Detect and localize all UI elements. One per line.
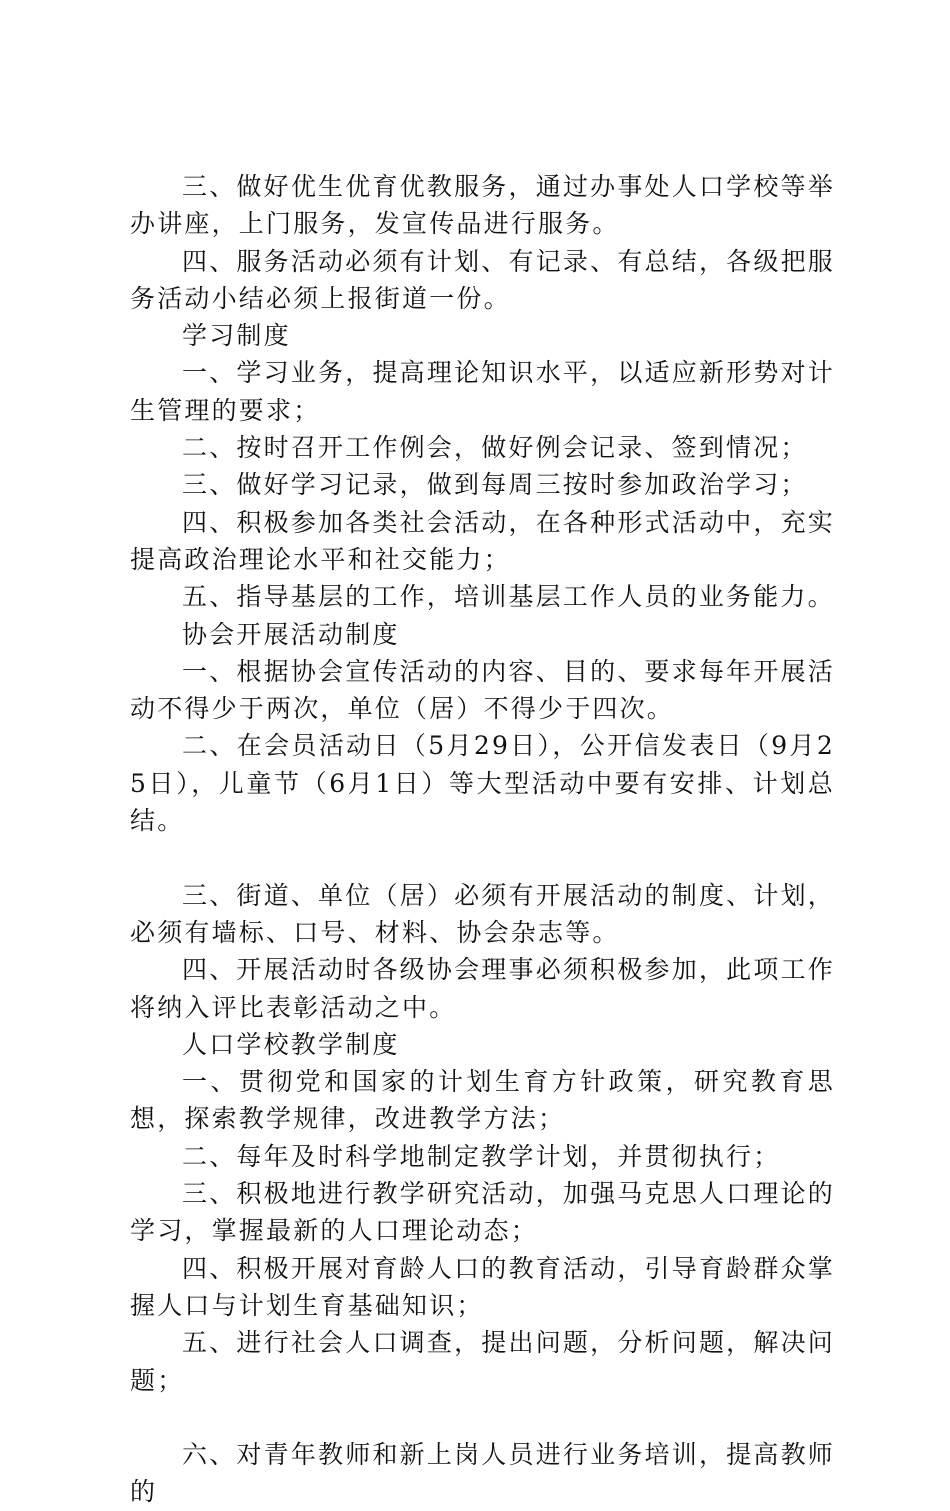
blank-line: [130, 1399, 835, 1436]
paragraph-service-4: 四、服务活动必须有计划、有记录、有总结，各级把服务活动小结必须上报街道一份。: [130, 246, 835, 313]
paragraph-study-4: 四、积极参加各类社会活动，在各种形式活动中，充实提高政治理论水平和社交能力；: [130, 507, 835, 574]
paragraph-school-1: 一、贯彻党和国家的计划生育方针政策，研究教育思想，探索教学规律，改进教学方法；: [130, 1067, 835, 1134]
paragraph-association-4: 四、开展活动时各级协会理事必须积极参加，此项工作将纳入评比表彰活动之中。: [130, 955, 835, 1022]
paragraph-association-3: 三、街道、单位（居）必须有开展活动的制度、计划，必须有墙标、口号、材料、协会杂志等。: [130, 880, 835, 947]
paragraph-school-6: 六、对青年教师和新上岗人员进行业务培训，提高教师的: [130, 1440, 835, 1507]
paragraph-association-1: 一、根据协会宣传活动的内容、目的、要求每年开展活动不得少于两次，单位（居）不得少于四次。: [130, 656, 835, 724]
paragraph-study-2: 二、按时召开工作例会，做好例会记录、签到情况；: [182, 433, 808, 463]
section-heading-school: 人口学校教学制度: [182, 1029, 400, 1059]
paragraph-school-4: 四、积极开展对育龄人口的教育活动，引导育龄群众掌握人口与计划生育基础知识；: [130, 1253, 835, 1320]
blank-line: [130, 839, 835, 876]
paragraph-study-1: 一、学习业务，提高理论知识水平，以适应新形势对计生管理的要求；: [130, 358, 835, 425]
paragraph-school-2: 二、每年及时科学地制定教学计划，并贯彻执行；: [182, 1141, 781, 1171]
paragraph-study-3: 三、做好学习记录，做到每周三按时参加政治学习；: [182, 470, 808, 500]
paragraph-school-5: 五、进行社会人口调查，提出问题，分析问题，解决问题；: [130, 1328, 835, 1395]
document-body: [130, 168, 835, 1511]
paragraph-study-5: 五、指导基层的工作，培训基层工作人员的业务能力。: [182, 582, 835, 612]
section-heading-study: 学习制度: [182, 321, 291, 351]
paragraph-school-3: 三、积极地进行教学研究活动，加强马克思人口理论的学习，掌握最新的人口理论动态；: [130, 1179, 835, 1246]
section-heading-association: 协会开展活动制度: [182, 619, 400, 649]
paragraph-association-2: 二、在会员活动日（5月29日），公开信发表日（9月25日），儿童节（6月1日）等大型活动中要有安排、计划总结。: [130, 731, 835, 836]
paragraph-service-3: 三、做好优生优育优教服务，通过办事处人口学校等举办讲座，上门服务，发宣传品进行服务。: [130, 172, 835, 239]
